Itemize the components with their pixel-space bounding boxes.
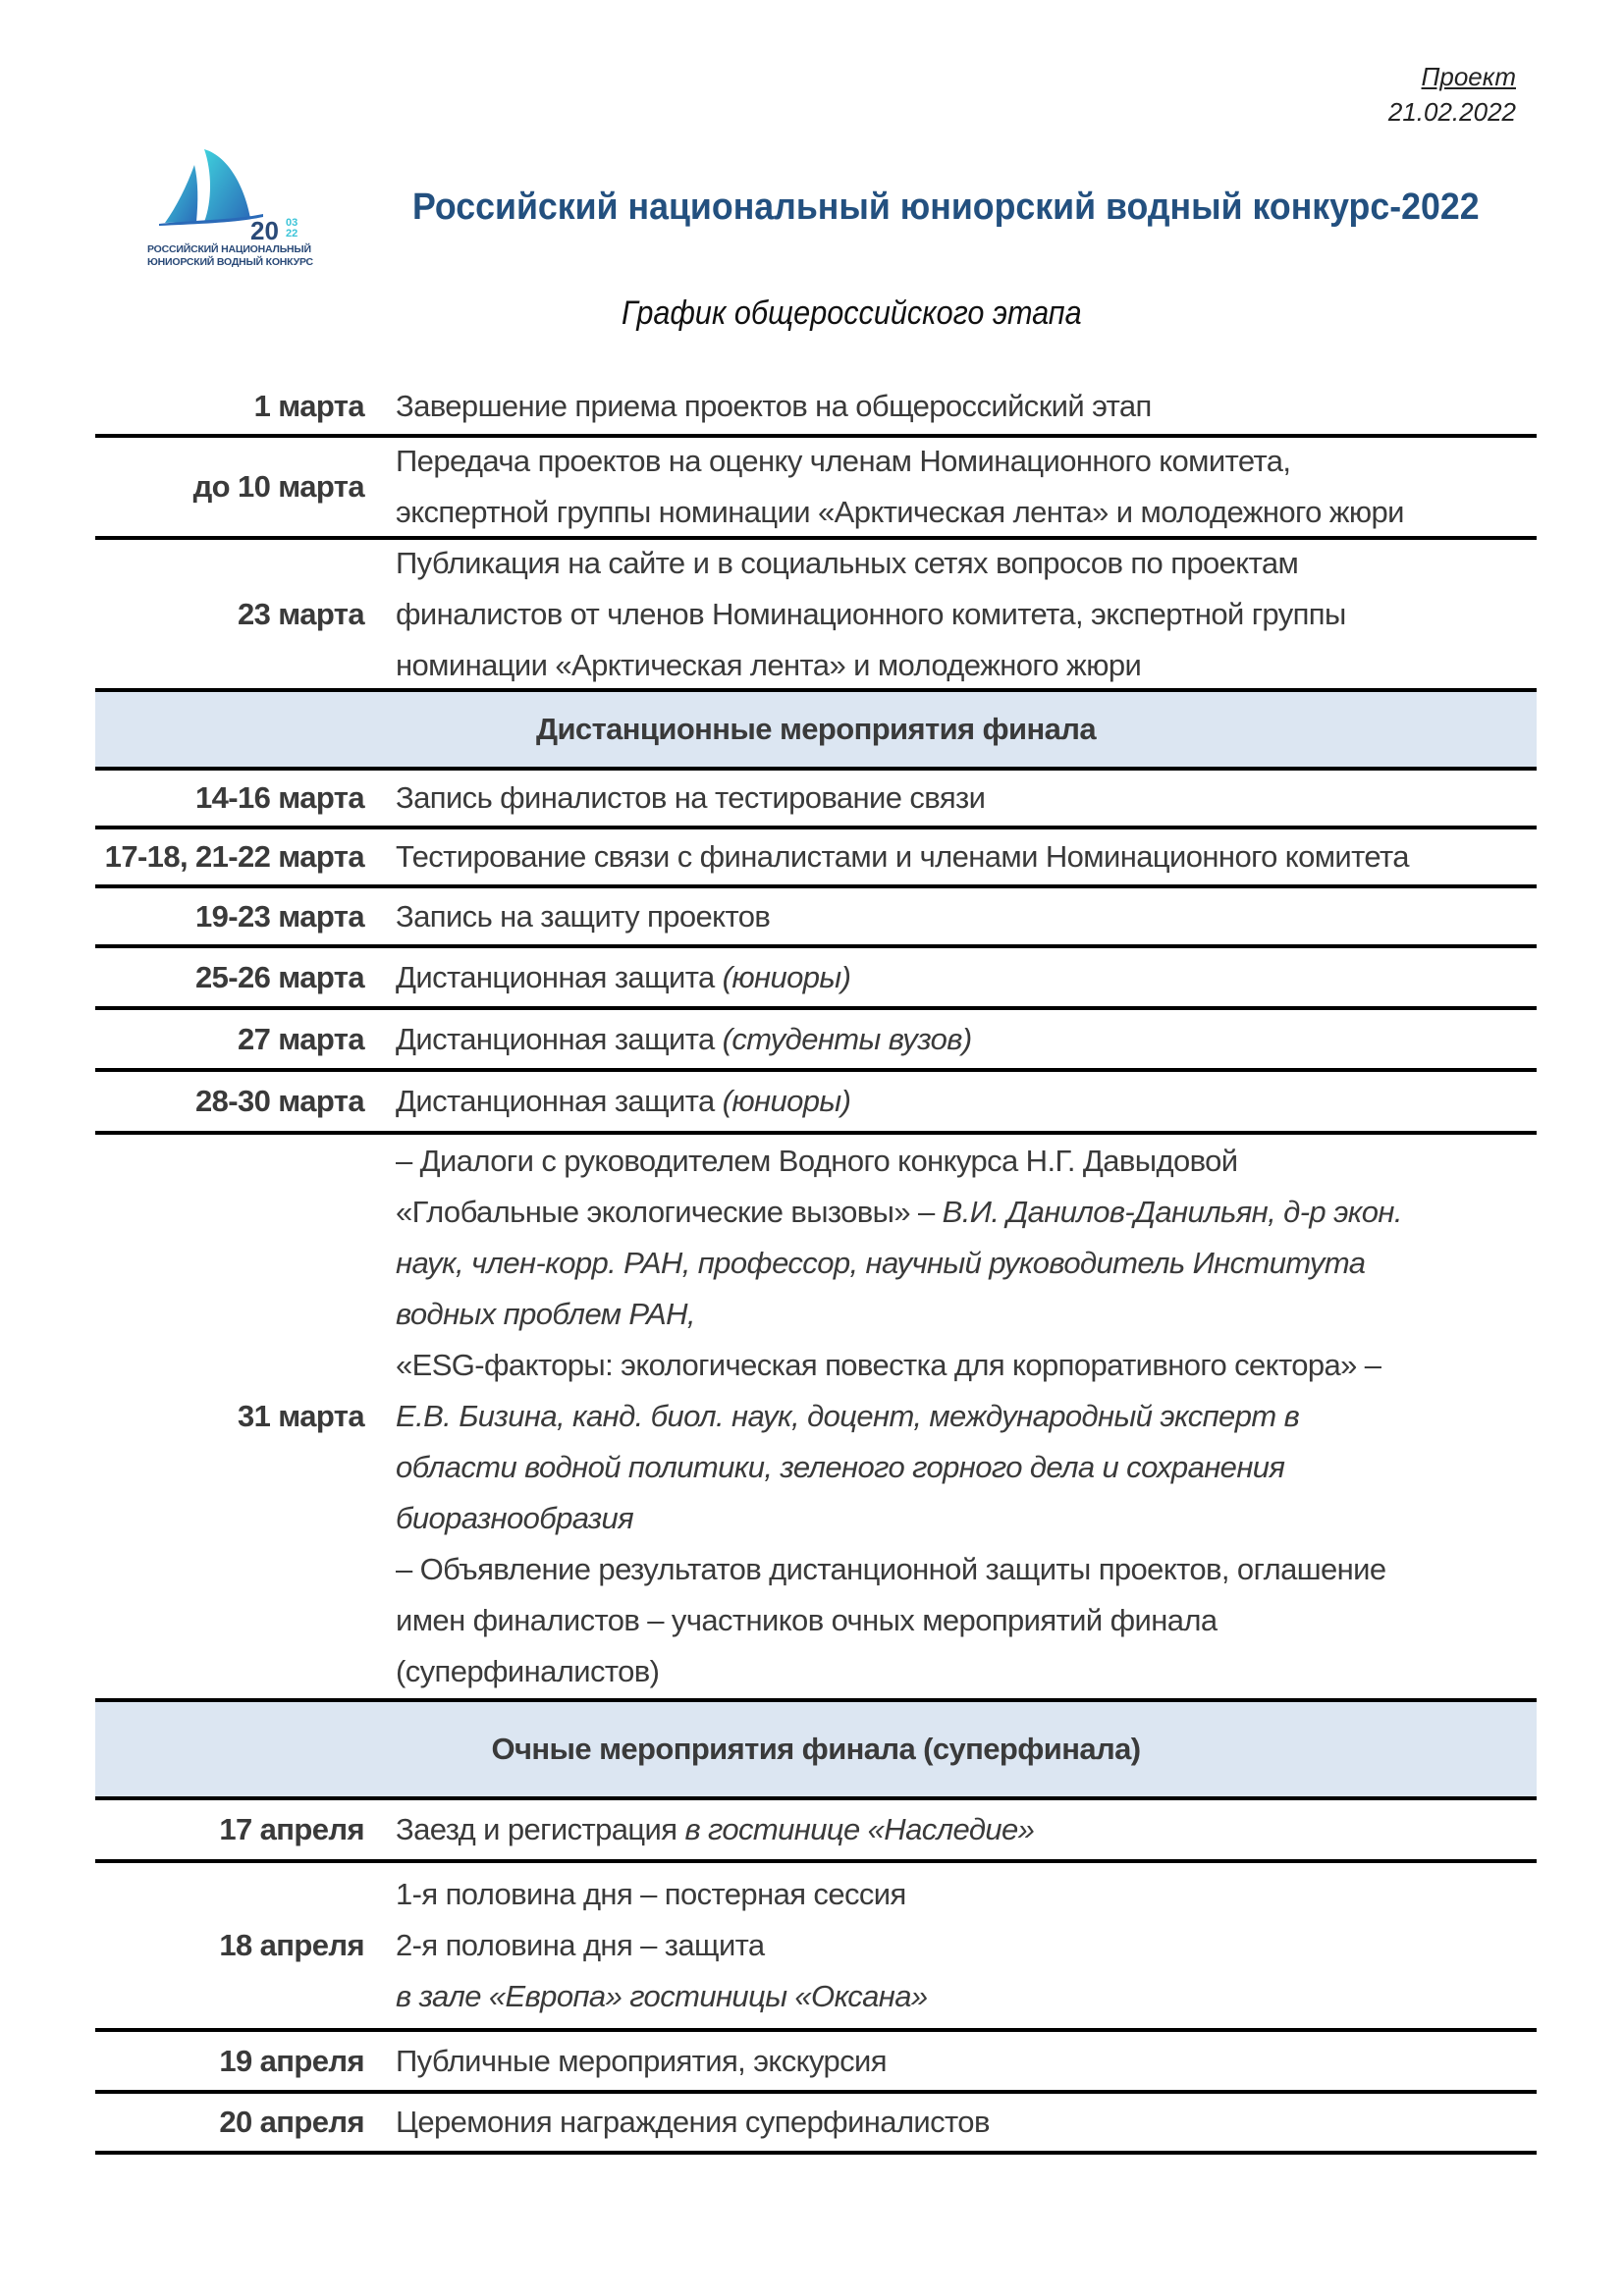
row-description: Запись на защиту проектов	[396, 898, 771, 934]
schedule-row	[95, 2094, 1537, 2155]
row-description: Дистанционная защита (юниоры)	[396, 1084, 851, 1118]
sail-logo-icon	[157, 147, 304, 226]
schedule-row	[95, 540, 1537, 692]
schedule-row	[95, 888, 1537, 948]
row-date: 23 марта	[237, 596, 364, 631]
document-title: Российский национальный юниорский водный конкурс-2022	[412, 187, 1480, 228]
row-date: до 10 марта	[192, 469, 364, 504]
schedule-row	[95, 771, 1537, 829]
schedule-row	[95, 829, 1537, 888]
row-date: 19-23 марта	[194, 898, 364, 934]
row-date: 27 марта	[237, 1021, 364, 1056]
schedule-row	[95, 438, 1537, 540]
row-date: 25-26 марта	[194, 959, 364, 994]
schedule-row	[95, 379, 1537, 438]
row-description: Тестирование связи с финалистами и членами Номинационного комитета	[396, 839, 1409, 874]
row-description: – Диалоги с руководителем Водного конкурса Н.Г. Давыдовой «Глобальные экологические вызовы» – В.И. Данилов-Данильян, д-р экон. наук, член-корр. РАН, профессор, научный руководитель Института водных проблем РАН, «ESG-факторы: экологическая повестка для корпоративного сектора» – Е.В. Бизина, канд. биол. наук, доцент, международный эксперт в области водной политики, зеленого горного дела и сохранения биоразнообразия – Объявление результатов дистанционной защиты проектов, оглашение имен финалистов – участников очных мероприятий финала (суперфиналистов)	[396, 1144, 1402, 1688]
logo-year: 20 03 22	[250, 216, 298, 245]
row-date: 14-16 марта	[194, 780, 364, 815]
row-date: 19 апреля	[219, 2043, 364, 2078]
section-header-inperson: Очные мероприятия финала (суперфинала)	[95, 1702, 1537, 1800]
logo-caption: РОССИЙСКИЙ НАЦИОНАЛЬНЫЙ ЮНИОРСКИЙ ВОДНЫЙ КОНКУРС	[147, 243, 313, 268]
schedule-row	[95, 1072, 1537, 1135]
row-description: Заезд и регистрация в гостинице «Наследие»	[396, 1812, 1035, 1846]
schedule-row	[95, 1135, 1537, 1702]
section-header-remote: Дистанционные мероприятия финала	[95, 692, 1537, 771]
document-subtitle: График общероссийского этапа	[621, 294, 1082, 332]
schedule-row	[95, 1863, 1537, 2032]
row-description: Завершение приема проектов на общероссийский этап	[396, 389, 1152, 423]
schedule-row	[95, 1800, 1537, 1863]
row-description: 1-я половина дня – постерная сессия 2-я половина дня – защита в зале «Европа» гостиницы «Оксана»	[396, 1877, 928, 2013]
row-description: Публикация на сайте и в социальных сетях вопросов по проектам финалистов от членов Номинационного комитета, экспертной группы номинации «Арктическая лента» и молодежного жюри	[396, 545, 1346, 682]
row-description: Дистанционная защита (юниоры)	[396, 959, 851, 994]
row-description: Передача проектов на оценку членам Номинационного комитета, экспертной группы номинации «Арктическая лента» и молодежного жюри	[396, 444, 1404, 529]
row-description: Дистанционная защита (студенты вузов)	[396, 1021, 972, 1056]
schedule-row	[95, 1010, 1537, 1072]
row-date: 18 апреля	[219, 1928, 364, 1962]
draft-date: 21.02.2022	[1387, 97, 1516, 127]
row-date: 31 марта	[237, 1399, 364, 1433]
draft-stamp	[1388, 59, 1516, 130]
draft-label: Проект	[1421, 62, 1516, 91]
row-description: Запись финалистов на тестирование связи	[396, 780, 986, 815]
contest-logo	[147, 147, 334, 275]
schedule-row	[95, 2032, 1537, 2094]
row-description: Церемония награждения суперфиналистов	[396, 2105, 990, 2139]
row-date: 1 марта	[253, 389, 364, 423]
row-date: 20 апреля	[219, 2105, 364, 2139]
row-date: 17 апреля	[219, 1812, 364, 1846]
row-date: 17-18, 21-22 марта	[104, 839, 364, 874]
schedule-row	[95, 948, 1537, 1010]
schedule-table	[95, 379, 1537, 2155]
row-date: 28-30 марта	[194, 1084, 364, 1118]
row-description: Публичные мероприятия, экскурсия	[396, 2043, 887, 2078]
